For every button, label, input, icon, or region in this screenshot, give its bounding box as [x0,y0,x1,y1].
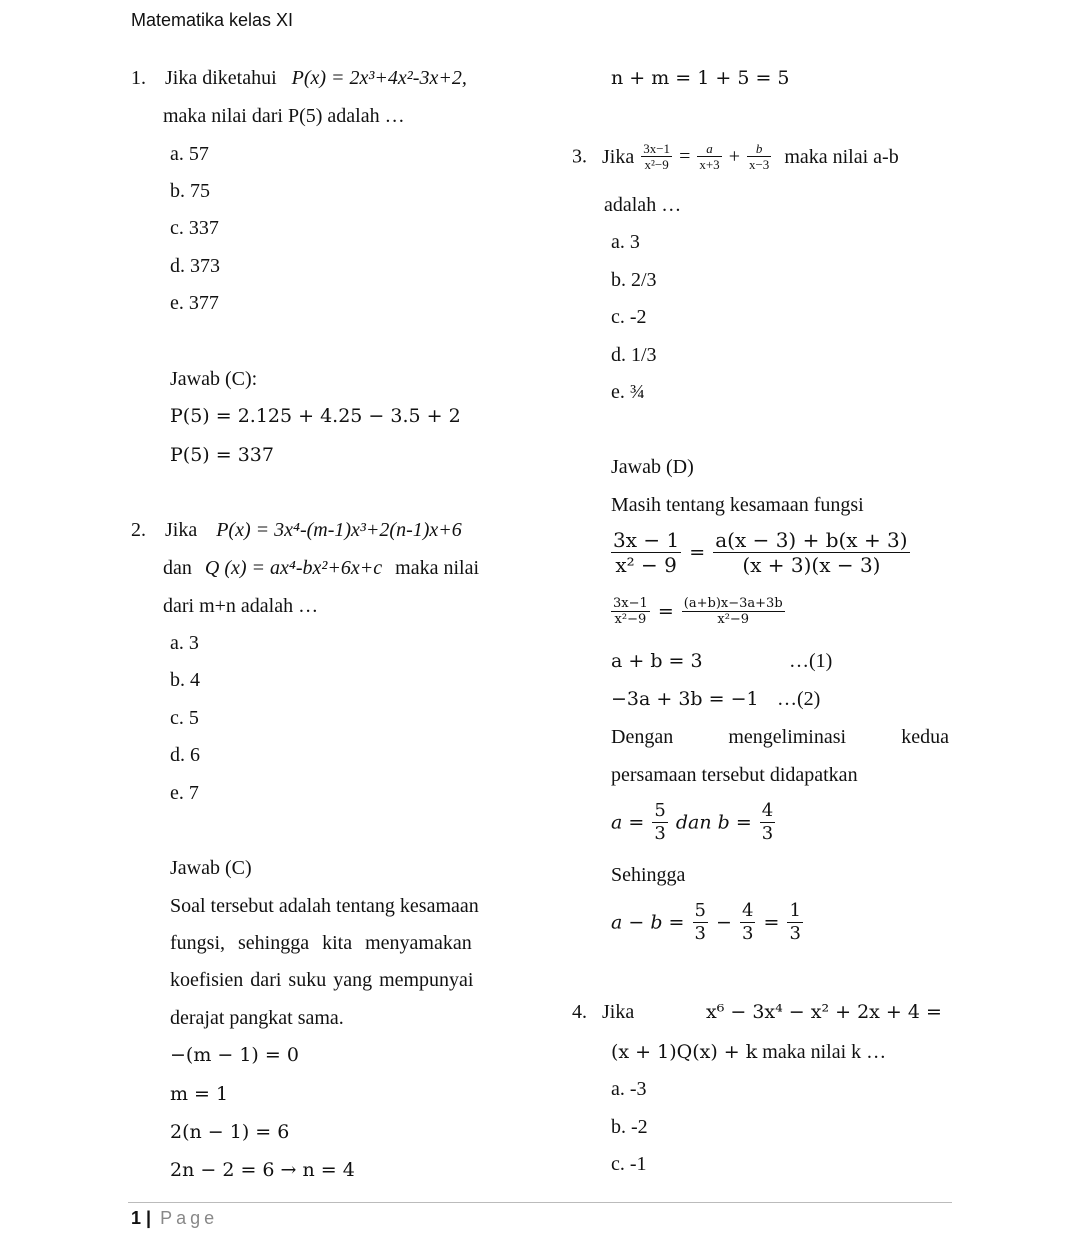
q3-equals: = [679,145,691,168]
q3-eq2: −3a + 3b = −1 [611,688,759,710]
q1-work-2: P(5) = 337 [170,444,274,466]
q3-elim-word-1: Dengan [611,726,674,748]
q3-eq2-tag: …(2) [777,688,821,710]
q1-option-a: a. 57 [170,143,209,165]
q3-eq1: a + b = 3 [611,650,703,672]
q3-fraction-left: $\frac{3x-1}{\text{x²−9}}$ [643,141,671,172]
q3-option-d: d. 1/3 [611,344,657,366]
q2-option-d: d. 6 [170,744,200,766]
q1-line1 [131,66,467,90]
q3-step2-left: $\frac{3x-1}{\text{x²−9}}$ [613,596,648,627]
q3-result-b-frac: $\frac{4}{3}$ [761,800,774,844]
q2-work-1: −(m − 1) = 0 [170,1044,299,1066]
q2-line2 [163,556,479,580]
q4-line2-math: (x + 1)Q(x) + k [611,1041,758,1063]
q4-option-a: a. -3 [611,1078,647,1100]
q1-intro: Jika diketahui [165,67,277,89]
page-word: Page [160,1208,219,1228]
q3-answer: Jawab (D) [611,456,694,478]
q3-eq1-tag: …(1) [789,650,833,672]
q2-qx: Q (x) = ax⁴-bx²+6x+c [204,557,383,579]
q4-line2-text: maka nilai k … [762,1041,887,1063]
q4-polynomial: x⁶ − 3x⁴ − x² + 2x + 4 = [706,1001,942,1023]
q3-elim-line1 [611,725,949,749]
q3-step1-left: $\frac{3x - 1}{\text{x² − 9}}$ [613,528,680,577]
q3-step2: $\frac{3x-1}{\text{x²−9}}$ = $\frac{(a+b)x-3a+3b}{\text{x²−9}}$ [613,596,783,627]
q2-intro: Jika [165,519,198,541]
q1-option-c: c. 337 [170,217,219,239]
q2-option-c: c. 5 [170,707,199,729]
q2-work-4: 2n − 2 = 6 → n = 4 [170,1159,355,1181]
q2-work-2: m = 1 [170,1083,229,1105]
q4-option-c: c. -1 [611,1153,647,1175]
q3-elim-word-2: mengeliminasi [728,726,847,748]
q2-explain-2: fungsi, sehingga kita menyamakan [170,932,472,954]
q2-explain-4: derajat pangkat sama. [170,1007,344,1029]
q3-result-a-frac: $\frac{5}{3}$ [654,800,666,844]
q1-answer: Jawab (C): [170,368,258,390]
q2-explain-3: koefisien dari suku yang mempunyai [170,969,474,991]
q2-option-e: e. 7 [170,782,199,804]
q3-result [611,800,777,845]
page-number: 1 | [131,1208,152,1228]
q3-step1-right: $\frac{a(x - 3) + b(x + 3)}{(x + 3)(x - 3)}$ [715,528,908,577]
q2-work-3: 2(n − 1) = 6 [170,1121,290,1143]
q2-line1 [131,518,462,542]
page-footer [131,1208,218,1229]
q3-sehingga: Sehingga [611,864,686,886]
q3-result-mid: dan b = [675,811,752,834]
q2-line3: dari m+n adalah … [163,595,319,617]
q1-number: 1. [131,67,146,89]
q1-line2: maka nilai dari P(5) adalah … [163,105,405,127]
q3-final-frac-1: $\frac{5}{3}$ [694,900,706,944]
q3-option-a: a. 3 [611,231,640,253]
q3-tail: maka nilai a-b [784,145,899,168]
q2-sum: n + m = 1 + 5 = 5 [611,67,790,89]
q3-elim-line2: persamaan tersebut didapatkan [611,764,858,786]
q4-line2 [611,1040,886,1064]
q4-number: 4. [572,1001,587,1023]
q3-line1 [572,141,899,172]
footer-rule [128,1202,952,1203]
q2-and: dan [163,557,192,579]
q3-elim-word-3: kedua [901,726,949,748]
q3-final [611,900,805,945]
q2-option-a: a. 3 [170,632,199,654]
q1-work-1: P(5) = 2.125 + 4.25 − 3.5 + 2 [170,405,461,427]
q3-step2-right: $\frac{(a+b)x-3a+3b}{\text{x²−9}}$ [683,596,783,627]
q4-line1 [572,1000,634,1024]
q3-line2: adalah … [604,194,682,216]
q3-option-c: c. -2 [611,306,647,328]
q3-final-lhs: a − b = [611,911,685,934]
q1-option-b: b. 75 [170,180,210,202]
q3-final-frac-3: $\frac{1}{3}$ [789,900,801,944]
q2-explain-1: Soal tersebut adalah tentang kesamaan [170,895,479,917]
q2-px: P(x) = 3x⁴-(m-1)x³+2(n-1)x+6 [216,519,462,541]
q3-fraction-a: $\frac{a}{x+3}$ [699,141,720,172]
q3-plus: + [728,145,740,168]
q1-option-e: e. 377 [170,292,219,314]
q3-result-a-label: a = [611,811,645,834]
q2-answer: Jawab (C) [170,857,252,879]
q3-option-b: b. 2/3 [611,269,657,291]
q3-intro: Jika [602,145,635,168]
q3-option-e: e. ¾ [611,381,645,403]
q1-option-d: d. 373 [170,255,220,277]
q3-fraction-b: $\frac{b}{x-3}$ [748,141,770,172]
q3-final-minus: − [716,911,732,934]
q2-option-b: b. 4 [170,669,200,691]
page-header: Matematika kelas XI [131,10,294,30]
q4-option-b: b. -2 [611,1116,648,1138]
q4-intro: Jika [602,1001,635,1023]
q3-number: 3. [572,145,587,168]
q3-note: Masih tentang kesamaan fungsi [611,494,864,516]
q2-number: 2. [131,519,146,541]
q2-then: maka nilai [395,557,479,579]
q3-final-frac-2: $\frac{4}{3}$ [741,900,754,944]
q3-final-equals: = [763,911,780,934]
q1-polynomial: P(x) = 2x³+4x²-3x+2, [291,67,467,89]
q3-step1: $\frac{3x - 1}{\text{x² − 9}}$ = $\frac{a(x - 3) + b(x + 3)}{(x + 3)(x - 3)}$ [613,528,908,577]
